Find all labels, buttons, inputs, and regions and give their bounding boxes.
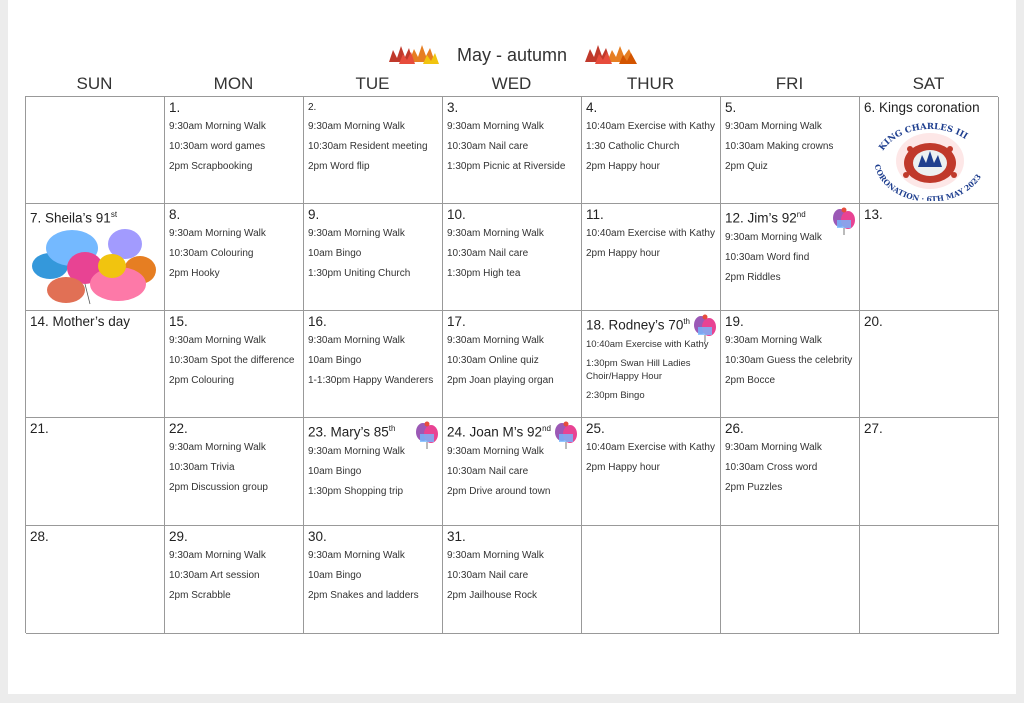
day-number bbox=[447, 528, 577, 545]
day-label: 31. bbox=[447, 529, 466, 544]
coronation-emblem-icon bbox=[864, 119, 994, 201]
svg-text:KING CHARLES III: KING CHARLES III bbox=[877, 121, 970, 153]
day-label: 28. bbox=[30, 529, 49, 544]
day-label: 7. Sheila’s 91 bbox=[30, 210, 111, 226]
day-label: 6. Kings coronation bbox=[864, 100, 980, 115]
day-label: 22. bbox=[169, 421, 188, 436]
day-cell-mon bbox=[165, 418, 304, 526]
day-cell-wed bbox=[443, 97, 582, 204]
event-item: 2pm Hooky bbox=[169, 268, 220, 279]
event-item: 10:40am Exercise with Kathy bbox=[586, 228, 715, 239]
day-cell-thur bbox=[582, 418, 721, 526]
day-cell-tue bbox=[304, 204, 443, 311]
day-cell-wed bbox=[443, 418, 582, 526]
ordinal-suffix: nd bbox=[796, 210, 806, 219]
event-item: 9:30am Morning Walk bbox=[447, 335, 544, 346]
event-item: 10:30am Word find bbox=[725, 251, 810, 263]
event-item: 9:30am Morning Walk bbox=[169, 121, 266, 132]
day-label: 29. bbox=[169, 529, 188, 544]
day-number bbox=[30, 420, 160, 437]
birthday-balloons-icon bbox=[30, 226, 158, 306]
event-item: 9:30am Morning Walk bbox=[169, 550, 266, 561]
day-number bbox=[447, 206, 577, 223]
day-cell-tue bbox=[304, 97, 443, 204]
weekday-mon: MON bbox=[213, 74, 254, 93]
day-label: 20. bbox=[864, 314, 883, 329]
day-cell-thur bbox=[582, 97, 721, 204]
day-cell-wed bbox=[443, 311, 582, 418]
event-item: 9:30am Morning Walk bbox=[725, 121, 822, 132]
day-cell-tue bbox=[304, 526, 443, 634]
day-label: 13. bbox=[864, 207, 883, 222]
event-item: 10:30am Cross word bbox=[725, 462, 818, 473]
event-item: 2pm Scrabble bbox=[169, 590, 231, 601]
day-number bbox=[864, 313, 994, 330]
day-label: 12. Jim’s 92 bbox=[725, 210, 797, 226]
day-cell-sun bbox=[26, 204, 165, 311]
event-item: 2pm Riddles bbox=[725, 271, 781, 283]
day-label: 17. bbox=[447, 314, 466, 329]
day-cell-sun bbox=[26, 526, 165, 634]
event-item: 10:30am word games bbox=[169, 141, 266, 152]
day-label: 30. bbox=[308, 529, 327, 544]
day-label: 5. bbox=[725, 100, 737, 115]
weekday-fri: FRI bbox=[775, 74, 804, 93]
event-item: 1:30 Catholic Church bbox=[586, 141, 680, 152]
calendar-header bbox=[0, 40, 1024, 70]
event-item: 10:30am Resident meeting bbox=[308, 141, 428, 152]
day-number bbox=[725, 313, 855, 330]
day-number bbox=[30, 206, 160, 227]
day-number bbox=[447, 313, 577, 330]
birthday-balloon-icon bbox=[692, 313, 718, 343]
day-number bbox=[864, 99, 994, 116]
day-number bbox=[864, 206, 994, 223]
event-item: 9:30am Morning Walk bbox=[447, 121, 544, 132]
day-number bbox=[864, 420, 994, 437]
ordinal-suffix: st bbox=[110, 210, 118, 219]
day-number bbox=[586, 206, 716, 223]
event-item: 2pm Happy hour bbox=[586, 462, 660, 473]
event-item: 2pm Colouring bbox=[169, 375, 235, 386]
day-number bbox=[725, 420, 855, 437]
day-number bbox=[308, 528, 438, 545]
day-number bbox=[169, 528, 299, 545]
event-item: 10:30am Guess the celebrity bbox=[725, 355, 853, 366]
event-item: 10:30am Nail care bbox=[447, 570, 529, 581]
calendar-grid bbox=[25, 96, 998, 633]
day-cell-tue bbox=[304, 311, 443, 418]
day-cell-fri bbox=[721, 526, 860, 634]
day-label: 11. bbox=[586, 207, 604, 222]
event-item: 10:30am Spot the difference bbox=[169, 355, 295, 366]
event-item: 10am Bingo bbox=[308, 248, 362, 259]
day-number bbox=[169, 420, 299, 437]
day-cell-tue bbox=[304, 418, 443, 526]
ordinal-suffix: th bbox=[683, 317, 690, 326]
day-label: 10. bbox=[447, 207, 466, 222]
day-cell-sat bbox=[860, 97, 999, 204]
day-cell-mon bbox=[165, 311, 304, 418]
event-item: 10:30am Making crowns bbox=[725, 141, 834, 152]
autumn-leaves-icon-right bbox=[581, 42, 641, 68]
day-label: 24. Joan M’s 92 bbox=[447, 424, 543, 440]
event-item: 9:30am Morning Walk bbox=[308, 550, 405, 561]
day-cell-thur bbox=[582, 311, 721, 418]
event-item: 2pm Snakes and ladders bbox=[308, 590, 419, 601]
event-item: 10am Bingo bbox=[308, 465, 362, 477]
event-item: 2pm Jailhouse Rock bbox=[447, 590, 538, 601]
day-number bbox=[308, 313, 438, 330]
event-item: 2pm Drive around town bbox=[447, 485, 551, 497]
day-cell-wed bbox=[443, 526, 582, 634]
event-item: 10:40am Exercise with Kathy bbox=[586, 121, 715, 132]
event-item: 2pm Joan playing organ bbox=[447, 375, 554, 386]
event-item: 2pm Discussion group bbox=[169, 482, 268, 493]
day-number bbox=[169, 206, 299, 223]
event-item: 10:30am Nail care bbox=[447, 141, 529, 152]
event-item: 10:40am Exercise with Kathy bbox=[586, 338, 709, 350]
day-label: 25. bbox=[586, 421, 605, 436]
event-item: 10:30am Nail care bbox=[447, 248, 529, 259]
ordinal-suffix: nd bbox=[542, 424, 551, 433]
weekday-sun: SUN bbox=[76, 74, 113, 93]
day-cell-fri bbox=[721, 418, 860, 526]
day-label: 27. bbox=[864, 421, 883, 436]
event-item: 9:30am Morning Walk bbox=[725, 231, 822, 243]
day-cell-mon bbox=[165, 526, 304, 634]
event-item: 10:40am Exercise with Kathy bbox=[586, 442, 715, 453]
day-cell-mon bbox=[165, 97, 304, 204]
birthday-balloon-icon bbox=[414, 420, 440, 450]
event-item: 9:30am Morning Walk bbox=[308, 121, 405, 132]
day-cell-sat bbox=[860, 418, 999, 526]
day-label: 14. Mother’s day bbox=[30, 314, 131, 329]
ordinal-suffix: th bbox=[388, 424, 396, 433]
event-item: 2pm Happy hour bbox=[586, 161, 660, 172]
event-item: 9:30am Morning Walk bbox=[308, 445, 405, 457]
event-item: 9:30am Morning Walk bbox=[169, 442, 266, 453]
day-label: 26. bbox=[725, 421, 744, 436]
day-number bbox=[169, 99, 299, 116]
event-item: 2pm Quiz bbox=[725, 161, 768, 172]
day-label: 8. bbox=[169, 207, 181, 222]
event-item: 10am Bingo bbox=[308, 570, 362, 581]
event-item: 1:30pm Shopping trip bbox=[308, 485, 404, 497]
day-number bbox=[725, 99, 855, 116]
weekday-header-row bbox=[25, 74, 998, 96]
event-item: 2:30pm Bingo bbox=[586, 389, 645, 401]
autumn-leaves-icon-left bbox=[383, 42, 443, 68]
day-cell-fri bbox=[721, 97, 860, 204]
event-item: 1:30pm Uniting Church bbox=[308, 268, 411, 279]
event-item: 10:30am Colouring bbox=[169, 248, 254, 259]
event-item: 10:30am Trivia bbox=[169, 462, 235, 473]
event-item: 9:30am Morning Walk bbox=[447, 445, 544, 457]
day-number bbox=[308, 99, 438, 116]
event-item: 1:30pm High tea bbox=[447, 268, 521, 279]
day-label: 18. Rodney’s 70 bbox=[586, 317, 684, 333]
day-label: 4. bbox=[586, 100, 598, 115]
event-item: 2pm Bocce bbox=[725, 375, 776, 386]
day-cell-fri bbox=[721, 204, 860, 311]
day-cell-wed bbox=[443, 204, 582, 311]
svg-text:CORONATION · 6TH MAY 2023: CORONATION · 6TH MAY 2023 bbox=[872, 163, 983, 201]
weekday-tue: TUE bbox=[355, 74, 390, 93]
day-label: 1. bbox=[169, 100, 181, 115]
day-cell-thur bbox=[582, 204, 721, 311]
day-number bbox=[586, 99, 716, 116]
day-label: 23. Mary’s 85 bbox=[308, 424, 389, 440]
event-item: 9:30am Morning Walk bbox=[725, 335, 822, 346]
day-cell-sun bbox=[26, 97, 165, 204]
day-number bbox=[169, 313, 299, 330]
event-item: 10:30am Art session bbox=[169, 570, 260, 581]
day-cell-sat bbox=[860, 311, 999, 418]
day-label: 21. bbox=[30, 421, 49, 436]
event-item: 2pm Scrapbooking bbox=[169, 161, 253, 172]
day-cell-sat bbox=[860, 526, 999, 634]
day-cell-sat bbox=[860, 204, 999, 311]
day-label: 19. bbox=[725, 314, 744, 329]
day-cell-thur bbox=[582, 526, 721, 634]
day-number bbox=[447, 99, 577, 116]
day-number bbox=[586, 420, 716, 437]
day-number bbox=[30, 528, 160, 545]
event-item: 10am Bingo bbox=[308, 355, 362, 366]
day-label: 3. bbox=[447, 100, 459, 115]
event-item: 1:30pm Picnic at Riverside bbox=[447, 161, 566, 172]
event-item: 2pm Puzzles bbox=[725, 482, 783, 493]
event-item: 1:30pm Swan Hill Ladies Choir/Happy Hour bbox=[586, 357, 691, 382]
event-item: 9:30am Morning Walk bbox=[169, 228, 266, 239]
event-item: 10:30am Nail care bbox=[447, 465, 529, 477]
day-number bbox=[30, 313, 160, 330]
event-item: 9:30am Morning Walk bbox=[308, 228, 405, 239]
birthday-balloon-icon bbox=[831, 206, 857, 236]
event-item: 2pm Happy hour bbox=[586, 248, 660, 259]
event-item: 1-1:30pm Happy Wanderers bbox=[308, 375, 434, 386]
event-item: 9:30am Morning Walk bbox=[169, 335, 266, 346]
weekday-sat: SAT bbox=[912, 74, 945, 93]
day-cell-sun bbox=[26, 418, 165, 526]
day-cell-fri bbox=[721, 311, 860, 418]
weekday-thur: THUR bbox=[626, 74, 675, 93]
day-cell-sun bbox=[26, 311, 165, 418]
event-item: 9:30am Morning Walk bbox=[447, 550, 544, 561]
day-label: 15. bbox=[169, 314, 188, 329]
day-label: 2. bbox=[308, 102, 317, 113]
event-item: 9:30am Morning Walk bbox=[725, 442, 822, 453]
event-item: 2pm Word flip bbox=[308, 161, 370, 172]
event-item: 10:30am Online quiz bbox=[447, 355, 539, 366]
day-number bbox=[308, 206, 438, 223]
event-item: 9:30am Morning Walk bbox=[447, 228, 544, 239]
day-label: 9. bbox=[308, 207, 320, 222]
calendar-title: May - autumn bbox=[456, 44, 568, 65]
event-item: 9:30am Morning Walk bbox=[308, 335, 405, 346]
day-label: 16. bbox=[308, 314, 327, 329]
birthday-balloon-icon bbox=[553, 420, 579, 450]
weekday-wed: WED bbox=[491, 74, 532, 93]
day-cell-mon bbox=[165, 204, 304, 311]
